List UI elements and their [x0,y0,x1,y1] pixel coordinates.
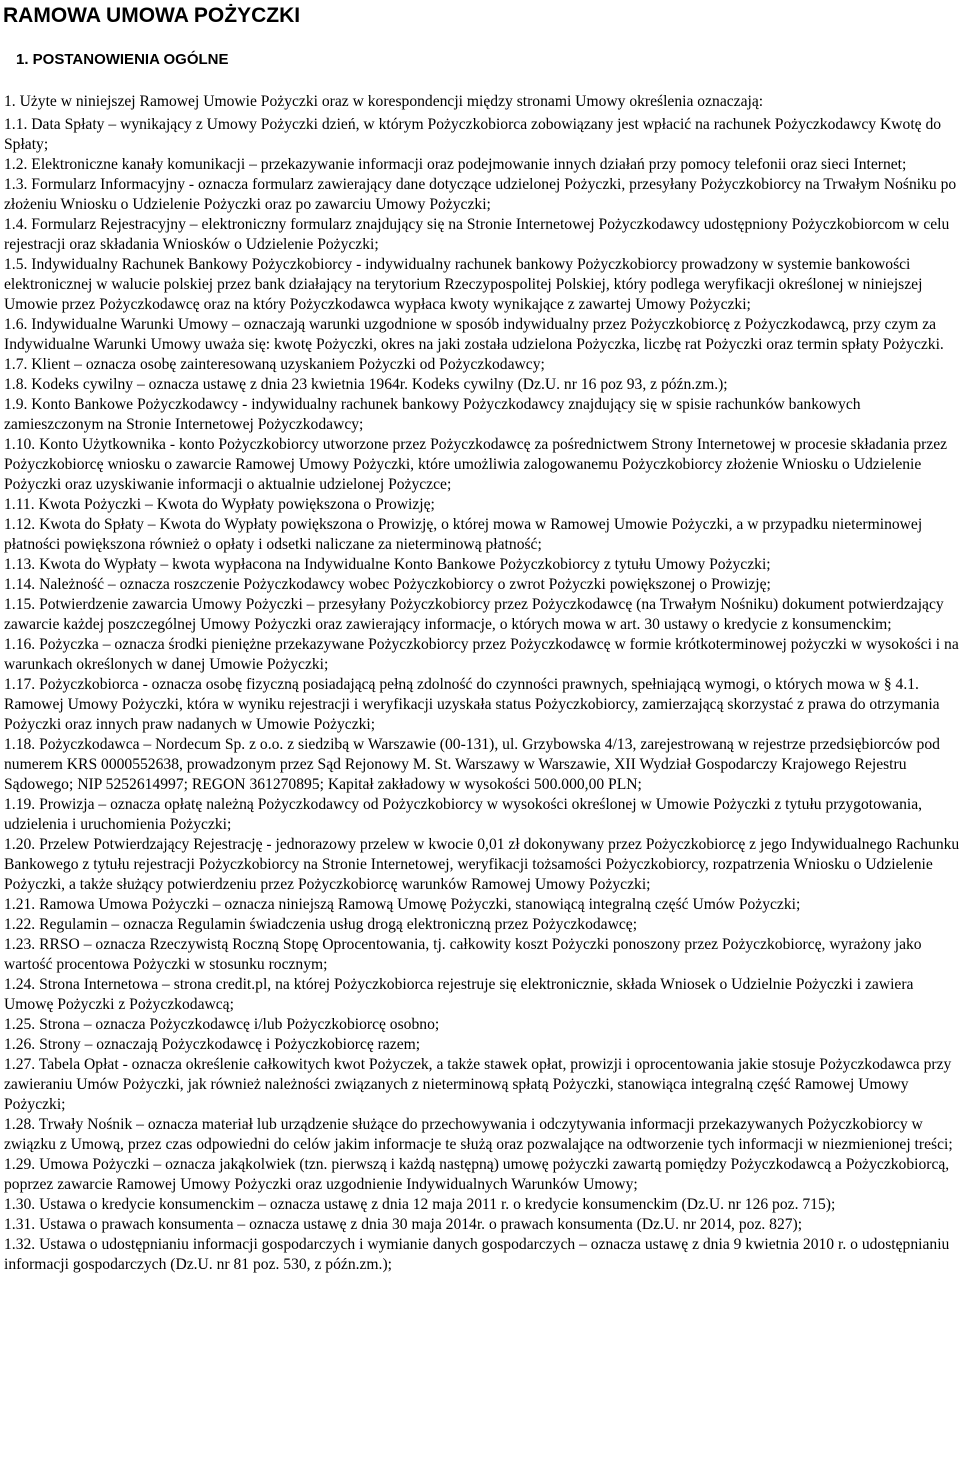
definition-item: 1.20. Przelew Potwierdzający Rejestrację - jednorazowy przelew w kwocie 0,01 zł dokonywany przez Pożyczkobiorcę z jego Indywidualnego Rachunku Bankowego z tytułu rejestracji Pożyczkobiorcy na Stronie Internetowej, weryfikacji tożsamości Pożyczkobiorcy, rozpatrzenia Wniosku o Udzielenie Pożyczki, a także służący potwierdzeniu przez Pożyczkobiorcę warunków Ramowej Umowy Pożyczki; [4,836,960,893]
definition-item: 1.22. Regulamin – oznacza Regulamin świadczenia usług drogą elektroniczną przez Pożyczkodawcę; [4,916,638,933]
definition-item: 1.27. Tabela Opłat - oznacza określenie całkowitych kwot Pożyczek, a także stawek opłat, prowizji i oprocentowania jakie stosuje Pożyczkodawca przy zawieraniu Umów Pożyczki, jak również należności związanych z nieterminową spłatą Pożyczki, stanowiąca integralną część Ramowej Umowy Pożyczki; [4,1056,952,1113]
definition-item: 1.17. Pożyczkobiorca - oznacza osobę fizyczną posiadającą pełną zdolność do czynności prawnych, spełniającą wymogi, o których mowa w § 4.1. Ramowej Umowy Pożyczki, która w wyniku rejestracji i weryfikacji uzyskała status Pożyczkobiorcy, zamierzającą skorzystać z prawa do otrzymania Pożyczki oraz innych praw nadanych w Umowie Pożyczki; [4,676,940,733]
definition-item: 1.14. Należność – oznacza roszczenie Pożyczkodawcy wobec Pożyczkobiorcy o zwrot Pożyczki powiększonej o Prowizję; [4,576,771,593]
definition-item: 1.3. Formularz Informacyjny - oznacza formularz zawierający dane dotyczące udzielonej Pożyczki, przesyłany Pożyczkobiorcy na Trwałym Nośniku po złożeniu Wniosku o Udzielenie Pożyczki oraz po zawarciu Umowy Pożyczki; [4,176,957,213]
definition-item: 1.28. Trwały Nośnik – oznacza materiał lub urządzenie służące do przechowywania i odczytywania informacji przekazywanych Pożyczkobiorcy w związku z Umową, przez czas odpowiedni do celów jakim informacje te służą oraz pozwalające na odtworzenie tych informacji w niezmienionej treści; [4,1116,953,1153]
definition-item: 1.1. Data Spłaty – wynikający z Umowy Pożyczki dzień, w którym Pożyczkobiorca zobowiązany jest wpłacić na rachunek Pożyczkodawcy Kwotę do Spłaty; [4,116,942,153]
definition-item: 1.18. Pożyczkodawca – Nordecum Sp. z o.o. z siedzibą w Warszawie (00-131), ul. Grzybowska 4/13, zarejestrowaną w rejestrze przedsiębiorców pod numerem KRS 0000552638, prowadzonym przez Sąd Rejonowy M. St. Warszawy w Warszawie, XII Wydział Gospodarczy Krajowego Rejestru Sądowego; NIP 5252614997; REGON 361270895; Kapitał zakładowy w wysokości 500.000,00 PLN; [4,736,940,793]
definition-item: 1.7. Klient – oznacza osobę zainteresowaną uzyskaniem Pożyczki od Pożyczkodawcy; [4,356,545,373]
definition-item: 1.25. Strona – oznacza Pożyczkodawcę i/lub Pożyczkobiorcę osobno; [4,1016,440,1033]
intro-paragraph: 1. Użyte w niniejszej Ramowej Umowie Pożyczki oraz w korespondencji między stronami Umowy określenia oznaczają: [4,93,764,110]
definition-item: 1.23. RRSO – oznacza Rzeczywistą Roczną Stopę Oprocentowania, tj. całkowity koszt Pożyczki ponoszony przez Pożyczkobiorcę, wyrażony jako wartość procentowa Pożyczki w stosunku rocznym; [4,936,922,973]
definition-item: 1.24. Strona Internetowa – strona credit.pl, na której Pożyczkobiorca rejestruje się elektronicznie, składa Wniosek o Udzielnie Pożyczki i zawiera Umowę Pożyczki z Pożyczkodawcą; [4,976,914,1013]
definition-item: 1.30. Ustawa o kredycie konsumenckim – oznacza ustawę z dnia 12 maja 2011 r. o kredycie konsumenckim (Dz.U. nr 126 poz. 715); [4,1196,836,1213]
definition-item: 1.32. Ustawa o udostępnianiu informacji gospodarczych i wymianie danych gospodarczych – oznacza ustawę z dnia 9 kwietnia 2010 r. o udostępnianiu informacji gospodarczych (Dz.U. nr 81 poz. 530, z późn.zm.); [4,1236,950,1273]
definition-item: 1.16. Pożyczka – oznacza środki pieniężne przekazywane Pożyczkobiorcy przez Pożyczkodawcę w formie krótkoterminowej pożyczki w wysokości i na warunkach określonych w danej Umowie Pożyczki; [4,636,959,673]
definition-item: 1.9. Konto Bankowe Pożyczkodawcy - indywidualny rachunek bankowy Pożyczkodawcy znajdujący się w spisie rachunków bankowych zamieszczonym na Stronie Internetowej Pożyczkodawcy; [4,396,861,433]
definition-item: 1.12. Kwota do Spłaty – Kwota do Wypłaty powiększona o Prowizję, o której mowa w Ramowej Umowie Pożyczki, a w przypadku nieterminowej płatności powiększona również o opłaty i odsetki naliczane za nieterminową płatność; [4,516,923,553]
definition-item: 1.19. Prowizja – oznacza opłatę należną Pożyczkodawcy od Pożyczkobiorcy w wysokości określonej w Umowie Pożyczki z tytułu przygotowania, udzielenia i uruchomienia Pożyczki; [4,796,923,833]
section-heading: 1. POSTANOWIENIA OGÓLNE [16,51,229,68]
definition-item: 1.10. Konto Użytkownika - konto Pożyczkobiorcy utworzone przez Pożyczkodawcę za pośrednictwem Strony Internetowej w procesie składania przez Pożyczkobiorcę wniosku o zawarcie Ramowej Umowy Pożyczki, które umożliwia zalogowanemu Pożyczkobiorcy złożenie Wniosku o Udzielenie Pożyczki oraz uzyskiwanie informacji o aktualnie udzielonej Pożyczce; [4,436,948,493]
definition-item: 1.29. Umowa Pożyczki – oznacza jakąkolwiek (tzn. pierwszą i każdą następną) umowę pożyczki zawartą pomiędzy Pożyczkodawcą a Pożyczkobiorcą, poprzez zawarcie Ramowej Umowy Pożyczki oraz uzgodnienie Indywidualnych Warunków Umowy; [4,1156,950,1193]
document-title: RAMOWA UMOWA POŻYCZKI [3,4,301,27]
definition-item: 1.21. Ramowa Umowa Pożyczki – oznacza niniejszą Ramową Umowę Pożyczki, stanowiącą integralną część Umów Pożyczki; [4,896,801,913]
definition-item: 1.13. Kwota do Wypłaty – kwota wypłacona na Indywidualne Konto Bankowe Pożyczkobiorcy z tytułu Umowy Pożyczki; [4,556,771,573]
definition-item: 1.8. Kodeks cywilny – oznacza ustawę z dnia 23 kwietnia 1964r. Kodeks cywilny (Dz.U. nr 16 poz 93, z późn.zm.); [4,376,728,393]
definition-item: 1.15. Potwierdzenie zawarcia Umowy Pożyczki – przesyłany Pożyczkobiorcy przez Pożyczkodawcę (na Trwałym Nośniku) dokument potwierdzający zawarcie każdej poszczególnej Umowy Pożyczki oraz zawierający informacje, o których mowa w art. 30 ustawy o kredycie z konsumenckim; [4,596,944,633]
definitions-list [4,115,960,1275]
definition-item: 1.26. Strony – oznaczają Pożyczkodawcę i Pożyczkobiorcę razem; [4,1036,421,1053]
definition-item: 1.11. Kwota Pożyczki – Kwota do Wypłaty powiększona o Prowizję; [4,496,435,513]
definition-item: 1.5. Indywidualny Rachunek Bankowy Pożyczkobiorcy - indywidualny rachunek bankowy Pożyczkobiorcy prowadzony w systemie bankowości elektronicznej w walucie polskiej przez bank działający na terytorium Rzeczypospolitej Polskiej, który podlega weryfikacji określonej w niniejszej Umowie przez Pożyczkodawcę oraz na który Pożyczkodawca wypłaca kwoty wynikające z zawartej Umowy Pożyczki; [4,256,923,313]
definition-item: 1.2. Elektroniczne kanały komunikacji – przekazywanie informacji oraz podejmowanie innych działań przy pomocy telefonii oraz sieci Internet; [4,156,907,173]
document-body [4,92,960,1275]
definition-item: 1.6. Indywidualne Warunki Umowy – oznaczają warunki uzgodnione w sposób indywidualny przez Pożyczkobiorcę z Pożyczkodawcą, przy czym za Indywidualne Warunki Umowy uważa się: kwotę Pożyczki, okres na jaki została udzielona Pożyczka, liczbę rat Pożyczki oraz termin spłaty Pożyczki. [4,316,944,353]
definition-item: 1.4. Formularz Rejestracyjny – elektroniczny formularz znajdujący się na Stronie Internetowej Pożyczkodawcy udostępniony Pożyczkobiorcom w celu rejestracji oraz składania Wniosków o Udzielenie Pożyczki; [4,216,950,253]
definition-item: 1.31. Ustawa o prawach konsumenta – oznacza ustawę z dnia 30 maja 2014r. o prawach konsumenta (Dz.U. nr 2014, poz. 827); [4,1216,803,1233]
